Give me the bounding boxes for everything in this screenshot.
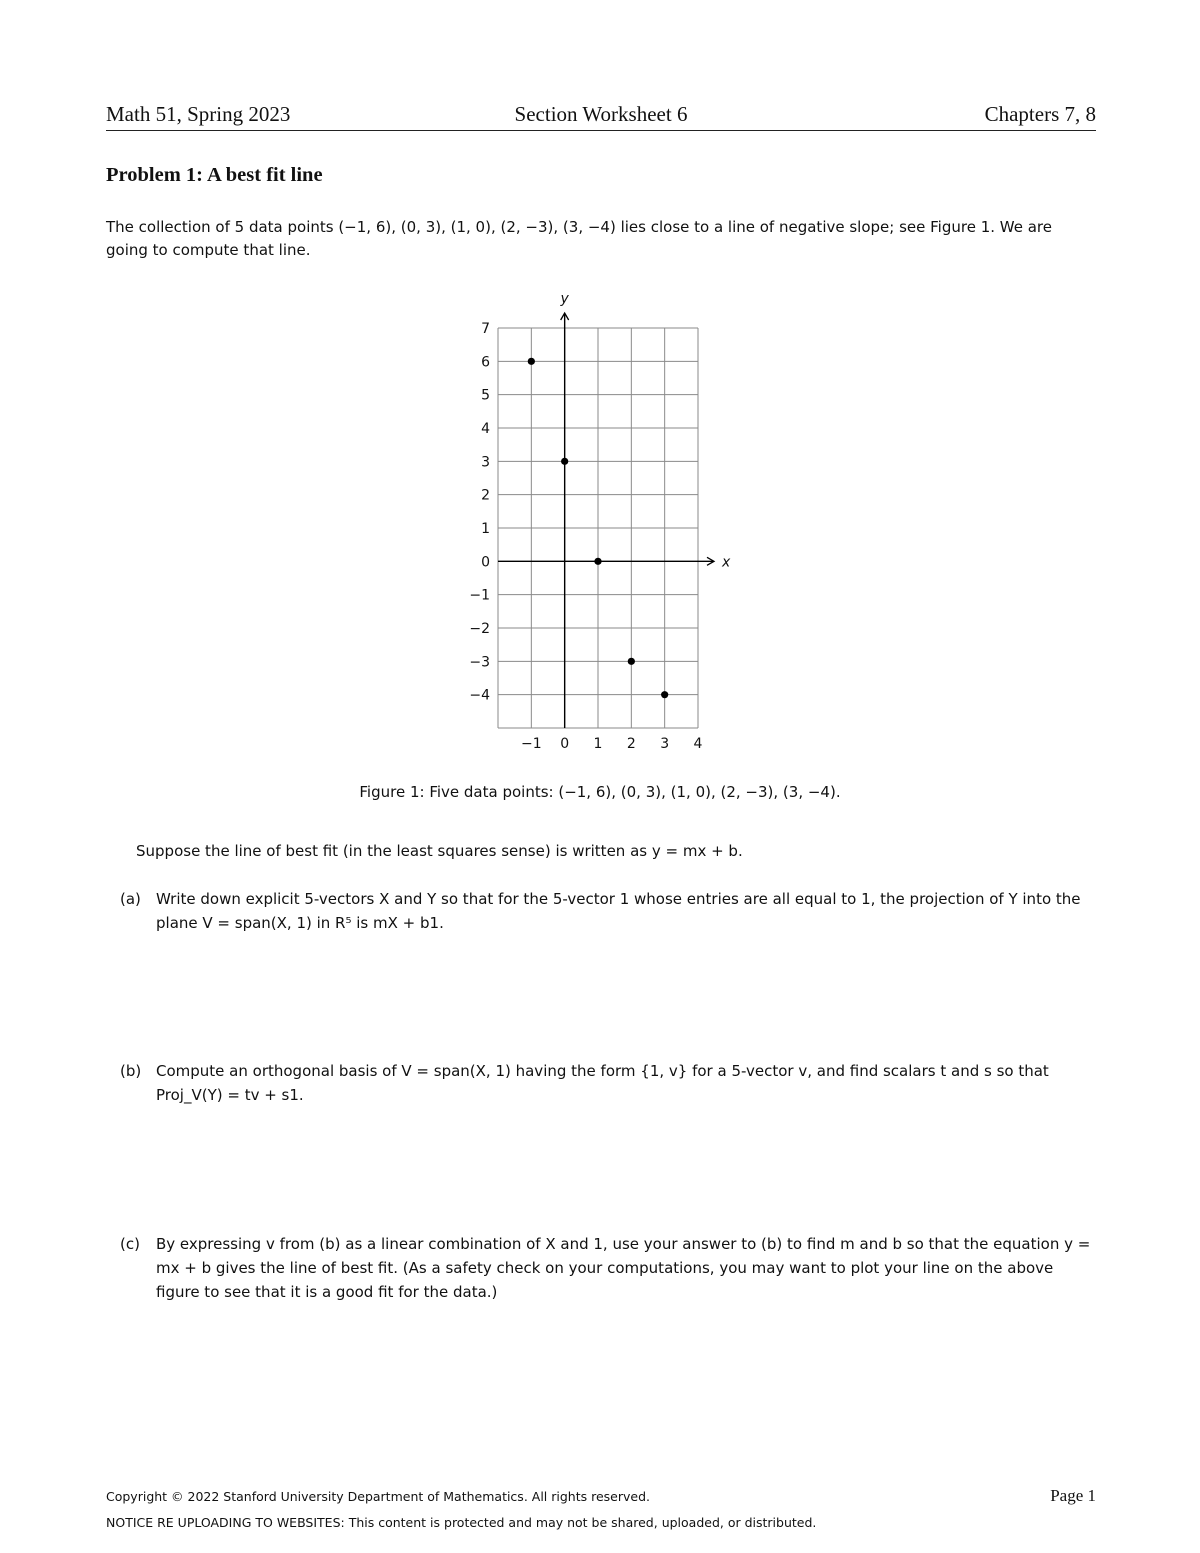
- footer-copyright: Copyright © 2022 Stanford University Department of Mathematics. All rights reserved.: [106, 1489, 650, 1504]
- x-tick-label: 3: [660, 736, 670, 752]
- y-tick-label: −2: [469, 621, 490, 637]
- y-axis-label: y: [560, 291, 569, 307]
- x-tick-label: 2: [626, 736, 636, 752]
- data-point: [594, 558, 601, 565]
- y-axis-arrow: [561, 313, 569, 320]
- header-chapters: Chapters 7, 8: [984, 102, 1096, 126]
- x-tick-label: 1: [593, 736, 603, 752]
- y-tick-label: −3: [469, 654, 490, 671]
- y-tick-label: 5: [481, 387, 490, 404]
- x-tick-label: 0: [560, 736, 570, 752]
- y-tick-label: 2: [481, 487, 490, 504]
- figure-caption: Figure 1: Five data points: (−1, 6), (0, 3), (1, 0), (2, −3), (3, −4).: [359, 783, 841, 801]
- y-tick-label: 6: [481, 354, 490, 371]
- y-tick-label: 4: [481, 421, 490, 437]
- part-a-text: Write down explicit 5-vectors X and Y so that for the 5-vector 1 whose entries are all equal to 1, the projection of Y into the plane V = span(X, 1) in R⁵ is mX + b1.: [156, 890, 1081, 932]
- problem-intro: The collection of 5 data points (−1, 6), (0, 3), (1, 0), (2, −3), (3, −4) lies close to a line of negative slope; see Figure 1. We are going to compute that line.: [106, 218, 1052, 259]
- data-point: [661, 691, 668, 698]
- x-axis-arrow: [707, 557, 714, 565]
- data-point: [561, 458, 568, 465]
- y-tick-label: −1: [469, 587, 490, 604]
- part-a-label: (a): [120, 890, 141, 908]
- x-axis-label: x: [722, 554, 731, 571]
- part-c-label: (c): [120, 1235, 140, 1253]
- y-tick-label: −4: [469, 687, 490, 704]
- header-worksheet: Section Worksheet 6: [514, 102, 688, 126]
- data-point: [528, 358, 535, 365]
- y-tick-label: 3: [481, 454, 490, 471]
- part-b-label: (b): [120, 1062, 142, 1080]
- x-tick-label: −1: [521, 736, 542, 752]
- part-b-text: Compute an orthogonal basis of V = span(X, 1) having the form {1, v} for a 5-vector v, and find scalars t and s so that Proj_V(Y) = tv + s1.: [156, 1062, 1049, 1104]
- y-tick-label: 7: [481, 321, 490, 337]
- part-c-text: By expressing v from (b) as a linear combination of X and 1, use your answer to (b) to find m and b so that the equation y = mx + b gives the line of best fit. (As a safety check on your computations, you may want to plot your line on the above figure to see that it is a good fit for the data.): [156, 1235, 1091, 1301]
- header-course: Math 51, Spring 2023: [106, 102, 291, 126]
- y-tick-label: 1: [481, 521, 490, 537]
- x-tick-label: 4: [693, 736, 703, 752]
- suppose-statement: Suppose the line of best fit (in the least squares sense) is written as y = mx + b.: [136, 842, 743, 860]
- problem-title: Problem 1: A best fit line: [106, 164, 323, 186]
- footer-notice: NOTICE RE UPLOADING TO WEBSITES: This content is protected and may not be shared, uploaded, or distributed.: [106, 1515, 817, 1530]
- y-tick-label: 0: [481, 554, 490, 571]
- page-number: Page 1: [1050, 1486, 1096, 1505]
- page-header: [106, 100, 1096, 131]
- data-point: [628, 658, 635, 665]
